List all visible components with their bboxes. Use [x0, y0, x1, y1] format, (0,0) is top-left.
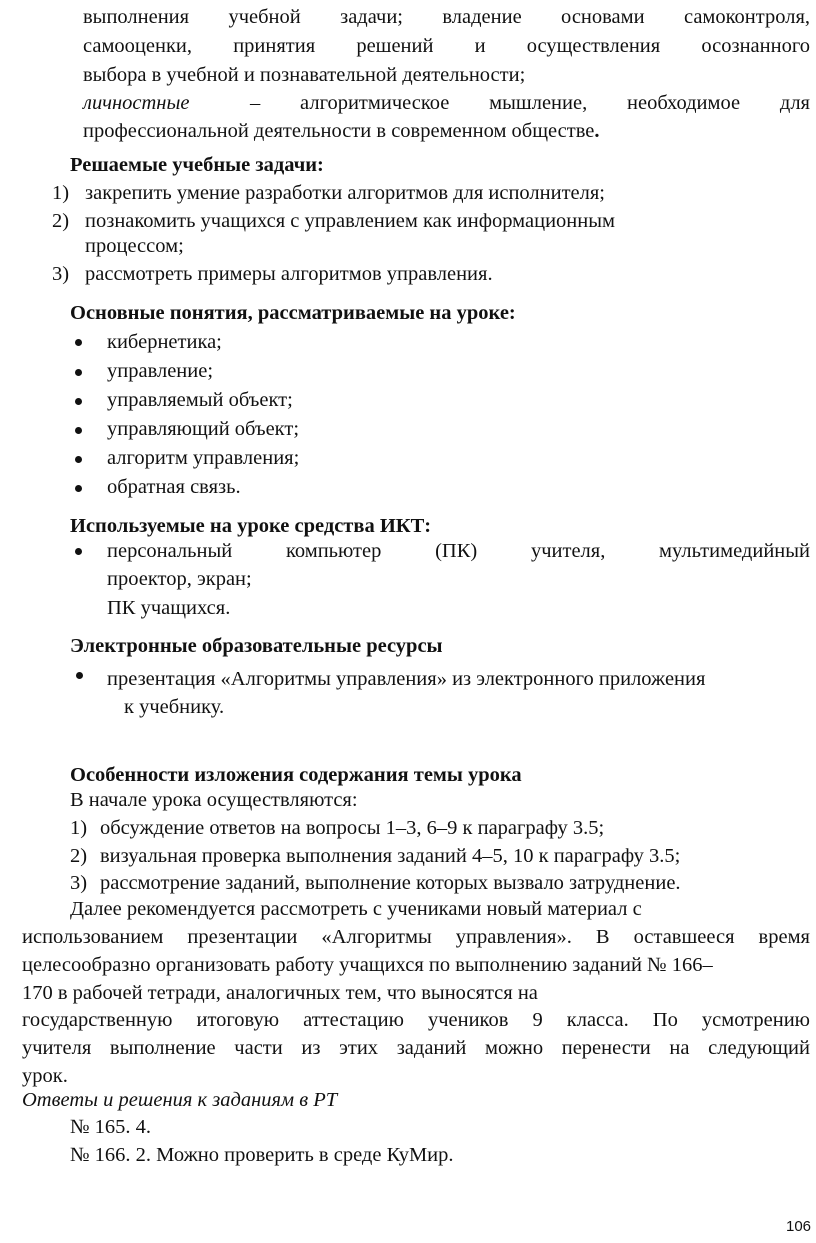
intro-line-5-period: .: [594, 120, 600, 142]
concept-item: обратная связь.: [107, 476, 241, 498]
page-number: 106: [786, 1218, 812, 1235]
eor-item-line-1: презентация «Алгоритмы управления» из электронного приложения: [107, 668, 706, 690]
task-text-1: закрепить умение разработки алгоритмов для исполнителя;: [85, 182, 605, 204]
bullet-icon: [75, 339, 82, 346]
concept-item: алгоритм управления;: [107, 447, 300, 469]
eor-heading: Электронные образовательные ресурсы: [70, 635, 443, 657]
bullet-icon: [75, 427, 82, 434]
bullet-icon: [75, 369, 82, 376]
features-para-line-1: Далее рекомендуется рассмотреть с учениками новый материал с: [70, 898, 642, 920]
features-para-line-5: государственную итоговую аттестацию учеников 9 класса. По усмотрению: [22, 1009, 810, 1031]
feature-num-2: 2): [70, 845, 88, 867]
feature-num-1: 1): [70, 817, 88, 839]
features-para-line-2: использованием презентации «Алгоритмы управления». В оставшееся время: [22, 926, 810, 948]
feature-text-2: визуальная проверка выполнения заданий 4–5, 10 к параграфу 3.5;: [100, 845, 681, 867]
answer-item-2: № 166. 2. Можно проверить в среде КуМир.: [70, 1144, 454, 1166]
personal-rest: – алгоритмическое мышление, необходимое для: [250, 92, 810, 114]
ict-item-line-1: персональный компьютер (ПК) учителя, мультимедийный: [107, 540, 810, 562]
task-text-2a: познакомить учащихся с управлением как информационным: [85, 210, 615, 232]
intro-line-1: выполнения учебной задачи; владение основами самоконтроля,: [83, 6, 810, 28]
ict-item-line-3: ПК учащихся.: [107, 597, 231, 619]
bullet-icon: [75, 548, 82, 555]
concept-item: управление;: [107, 360, 214, 382]
task-num-2: 2): [52, 210, 70, 232]
task-text-3: рассмотреть примеры алгоритмов управления.: [85, 263, 493, 285]
concepts-heading: Основные понятия, рассматриваемые на уроке:: [70, 302, 516, 324]
feature-text-3: рассмотрение заданий, выполнение которых вызвало затруднение.: [100, 872, 681, 894]
features-lead: В начале урока осуществляются:: [70, 789, 358, 811]
bullet-icon: [75, 398, 82, 405]
bullet-icon: [75, 485, 82, 492]
bullet-icon: [75, 456, 82, 463]
features-para-line-6: учителя выполнение части из этих заданий можно перенести на следующий: [22, 1037, 810, 1059]
tasks-heading: Решаемые учебные задачи:: [70, 154, 324, 176]
ict-item-line-2: проектор, экран;: [107, 568, 252, 590]
task-text-2b: процессом;: [85, 235, 184, 257]
features-heading: Особенности изложения содержания темы урока: [70, 764, 522, 786]
feature-text-1: обсуждение ответов на вопросы 1–3, 6–9 к параграфу 3.5;: [100, 817, 605, 839]
task-num-1: 1): [52, 182, 70, 204]
answer-item-1: № 165. 4.: [70, 1116, 152, 1138]
concept-item: управляющий объект;: [107, 418, 300, 440]
personal-label: личностные: [83, 92, 190, 114]
ict-heading: Используемые на уроке средства ИКТ:: [70, 515, 432, 537]
task-num-3: 3): [52, 263, 70, 285]
answers-heading: Ответы и решения к заданиям в РТ: [22, 1089, 338, 1111]
concept-item: кибернетика;: [107, 331, 222, 353]
intro-line-5: [83, 117, 599, 145]
intro-line-2: самооценки, принятия решений и осуществления осознанного: [83, 35, 810, 57]
features-para-line-7: урок.: [22, 1065, 68, 1087]
intro-line-3: выбора в учебной и познавательной деятельности;: [83, 64, 526, 86]
bullet-icon: [76, 672, 83, 679]
concept-item: управляемый объект;: [107, 389, 293, 411]
intro-line-4: [83, 89, 810, 117]
intro-line-5-text: профессиональной деятельности в современном обществе: [83, 120, 595, 142]
features-para-line-3: целесообразно организовать работу учащихся по выполнению заданий № 166–: [22, 954, 713, 976]
features-para-line-4: 170 в рабочей тетради, аналогичных тем, что выносятся на: [22, 982, 538, 1004]
feature-num-3: 3): [70, 872, 88, 894]
eor-item-line-2: к учебнику.: [124, 696, 225, 718]
